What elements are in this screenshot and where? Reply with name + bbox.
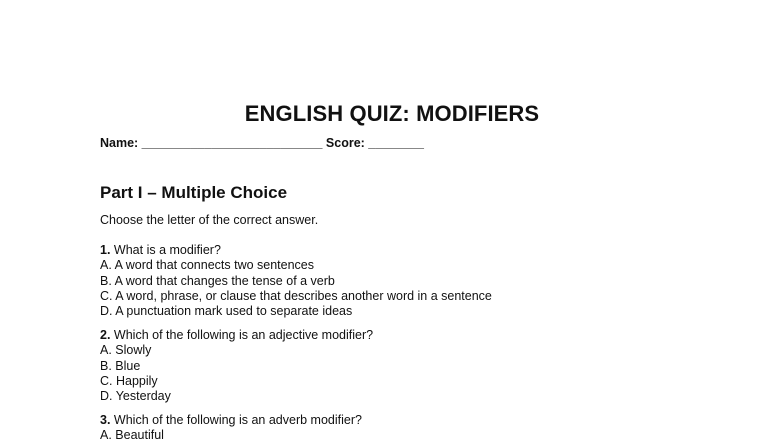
instructions-text: Choose the letter of the correct answer. <box>100 213 319 227</box>
answer-option: A. Beautiful <box>100 428 164 443</box>
answer-option: C. Happily <box>100 373 158 388</box>
question-text: Which of the following is an adverb modifier? <box>113 413 362 427</box>
quiz-title: ENGLISH QUIZ: MODIFIERS <box>244 101 540 126</box>
answer-option: D. A punctuation mark used to separate ideas <box>100 304 353 319</box>
answer-option: B. A word that changes the tense of a verb <box>100 273 335 288</box>
question-line <box>100 243 492 258</box>
question-3 <box>100 413 362 444</box>
question-number: 3. <box>100 413 111 427</box>
part-heading: Part I – Multiple Choice <box>100 183 288 202</box>
answer-option: B. Blue <box>100 358 141 373</box>
question-1 <box>100 243 492 319</box>
name-score-line: Name: __________________________ Score: ________ <box>100 136 424 150</box>
question-number: 2. <box>100 328 111 342</box>
question-line <box>100 328 373 343</box>
question-line <box>100 413 362 428</box>
answer-option: A. Slowly <box>100 343 152 358</box>
question-text: What is a modifier? <box>113 243 221 257</box>
answer-option: C. A word, phrase, or clause that describes another word in a sentence <box>100 288 492 303</box>
question-text: Which of the following is an adjective modifier? <box>113 328 374 342</box>
answer-option: D. Yesterday <box>100 389 171 404</box>
question-number: 1. <box>100 243 111 257</box>
answer-option: A. A word that connects two sentences <box>100 258 315 273</box>
question-2 <box>100 328 373 404</box>
